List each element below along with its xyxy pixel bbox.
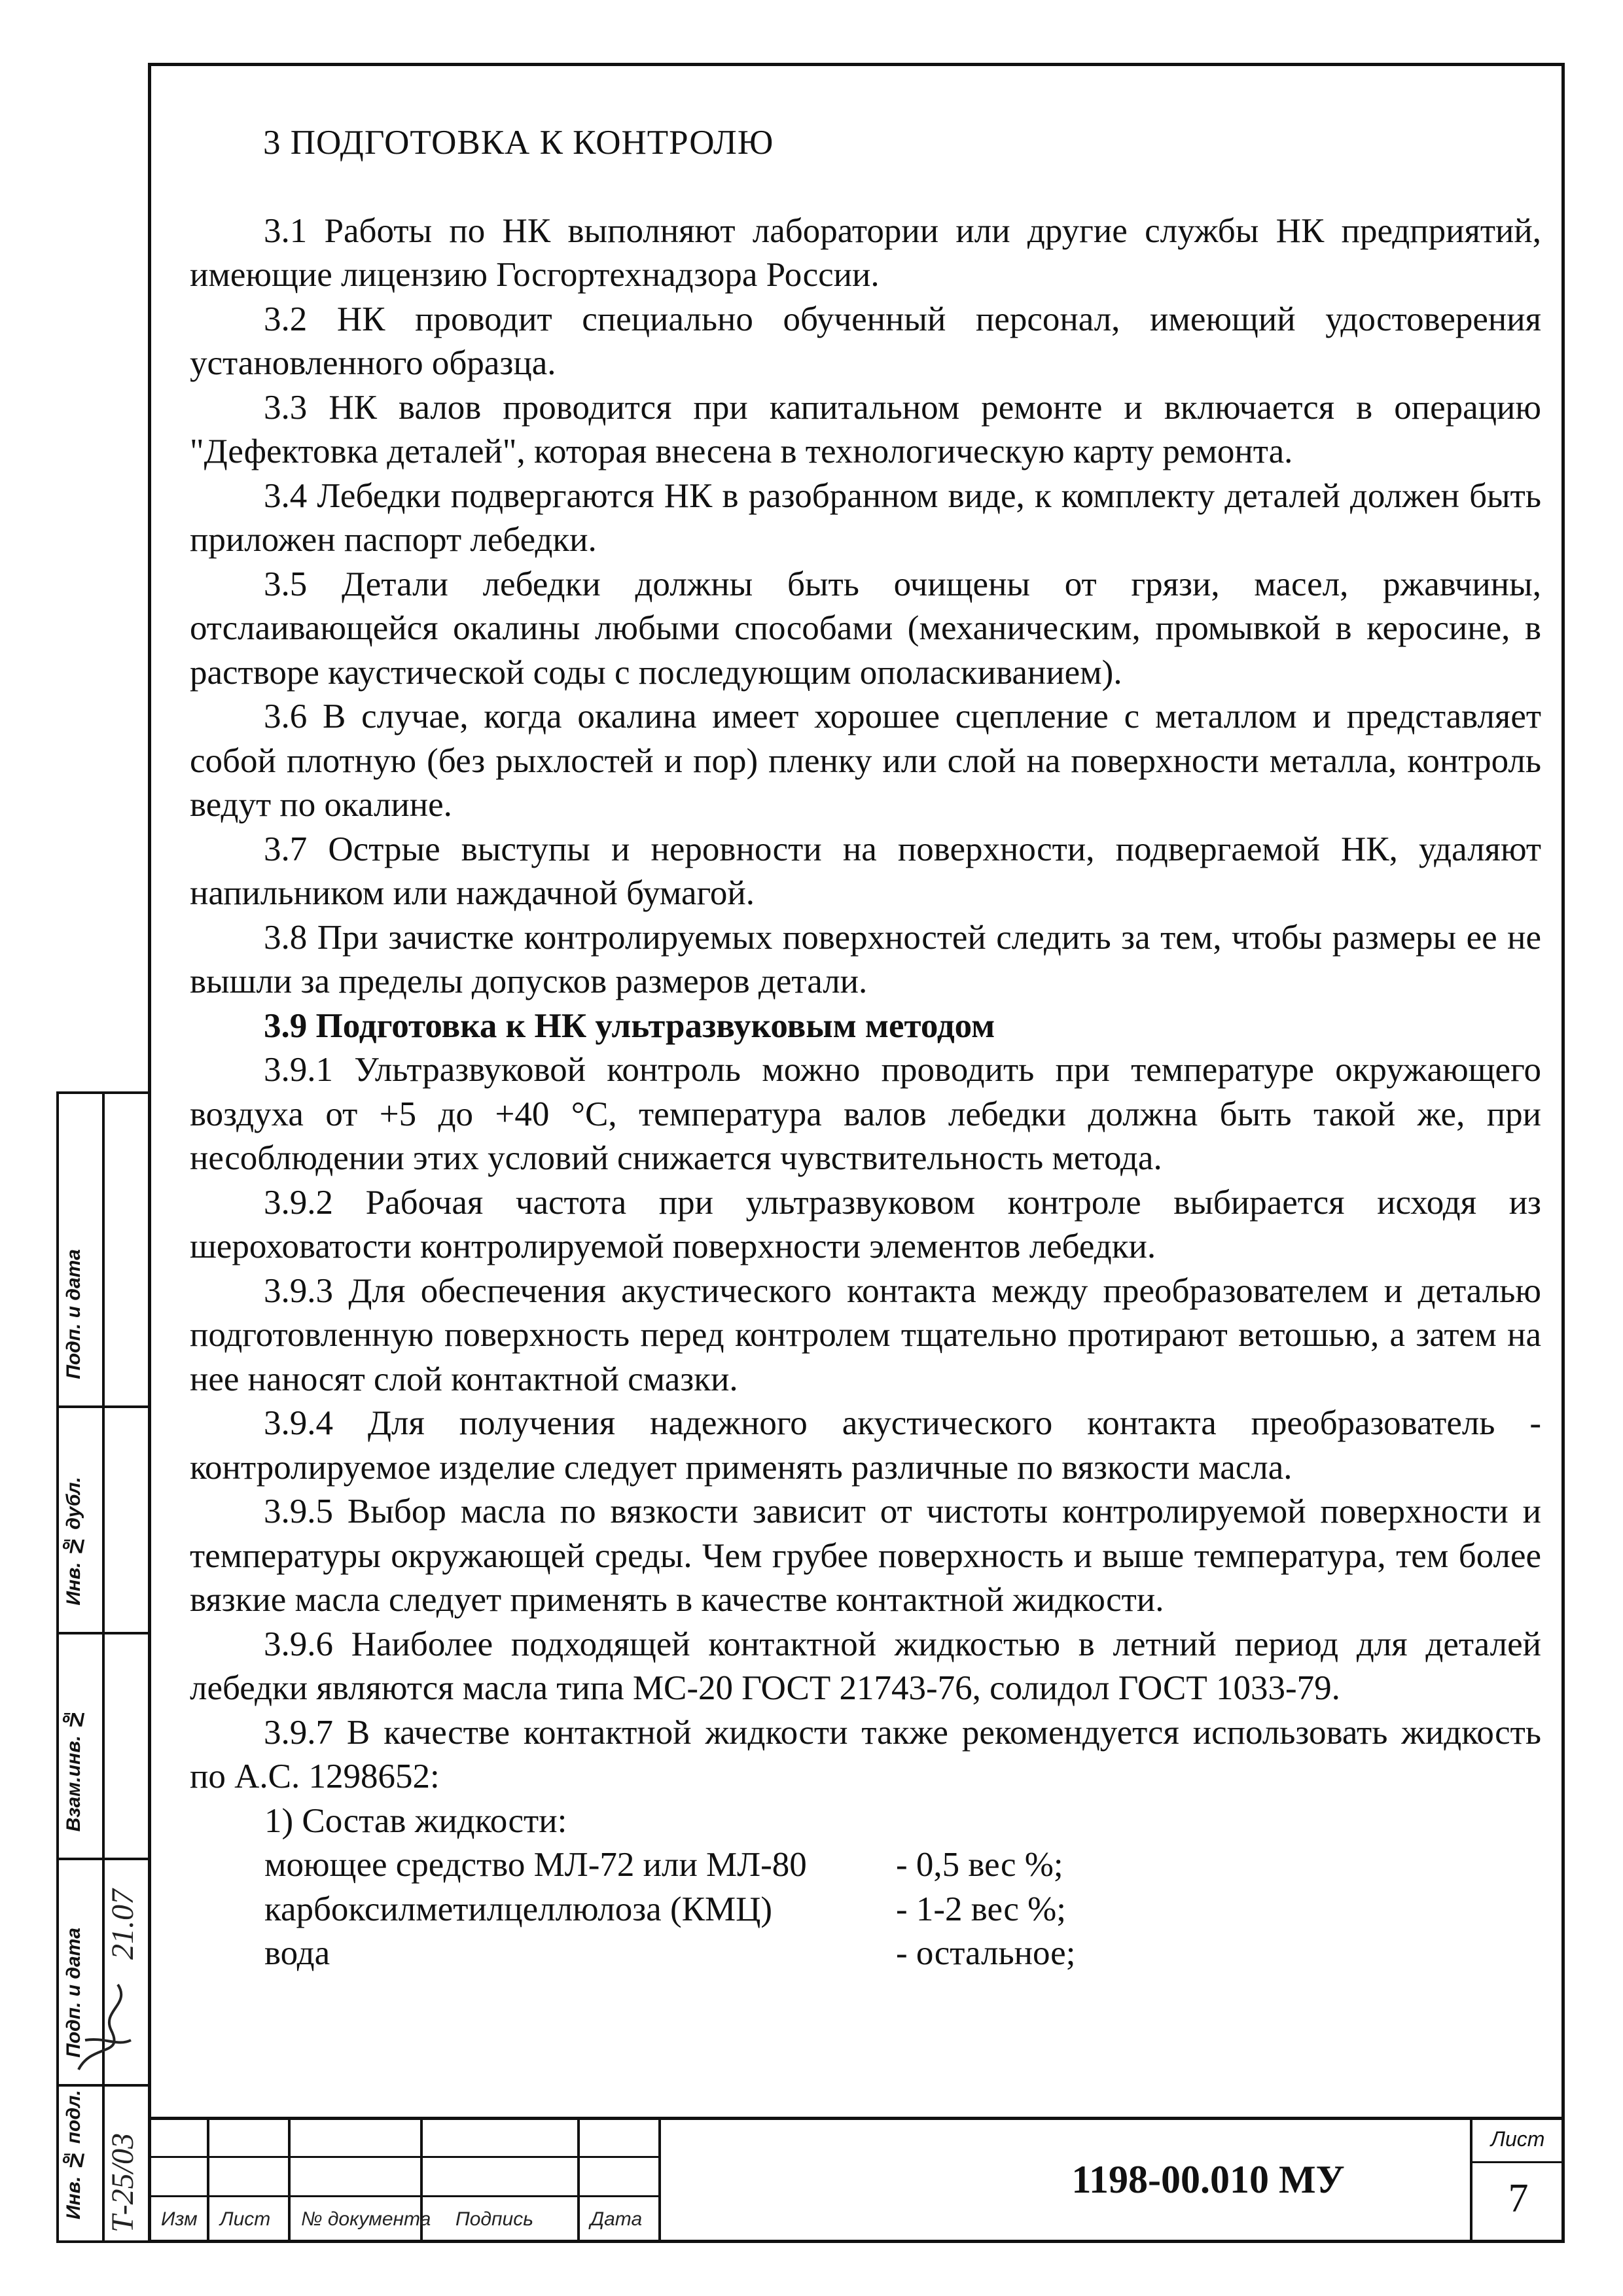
margin-label-sign-date: Подп. и дата [63,1249,84,1379]
margin-cell [59,2087,148,2246]
tb-header-change: Изм [161,2208,198,2230]
subsection-heading: 3.9 Подготовка к НК ультразвуковым методом [264,1006,995,1045]
composition-title: 1) Состав жидкости: [264,1801,567,1840]
paragraph: 3.3 НК валов проводится при капитальном ремонте и включается в операцию "Дефектовка деталей", которая внесена в технологическую карту ремонта. [190,388,1541,470]
tb-header-signature: Подпись [455,2208,533,2230]
paragraph: 3.7 Острые выступы и неровности на поверхности, подвергаемой НК, удаляют напильником или наждачной бумагой. [190,830,1541,912]
tb-header-date: Дата [590,2208,643,2230]
paragraph-list [190,209,1541,1799]
margin-label-replace-inv: Взам.инв. № [63,1708,84,1831]
tb-line [288,2117,291,2243]
paragraph: 3.9.6 Наиболее подходящей контактной жидкостью в летний период для деталей лебедки являются масла типа МС-20 ГОСТ 21743-76, солидол ГОСТ 1033-79. [190,1625,1541,1707]
paragraph: 3.6 В случае, когда окалина имеет хорошее сцепление с металлом и представляет собой плотную (без рыхлостей и пор) пленку или слой на поверхности металла, контроль ведут по окалине. [190,698,1541,824]
left-margin-stamp [56,1091,148,2243]
paragraph: 3.9.1 Ультразвуковой контроль можно проводить при температуре окружающего воздуха от +5 до +40 °С, температура валов лебедки должна быть такой же, при несоблюдении этих условий снижается чувствительность метода. [190,1051,1541,1177]
composition-table [190,1843,1541,1976]
tb-line [658,2117,661,2243]
component-amount: - 0,5 вес %; [896,1846,1063,1884]
margin-cell [59,1408,148,1634]
paragraph: 3.2 НК проводит специально обученный персонал, имеющий удостоверения установленного образца. [190,300,1541,382]
composition-row [264,1843,1541,1888]
tb-line [148,2156,658,2158]
handwritten-inv-number: Т-25/03 [105,2132,140,2233]
signature-scribble [65,1978,144,2076]
margin-cell [59,1634,148,1860]
composition-row [264,1888,1541,1932]
paragraph: 3.9.7 В качестве контактной жидкости также рекомендуется использовать жидкость по А.С. 1298652: [190,1713,1541,1795]
paragraph: 3.9.3 Для обеспечения акустического контакта между преобразователем и деталью подготовленную поверхность перед контролем тщательно протирают ветошью, а затем на нее наносят слой контактной смазки. [190,1271,1541,1398]
document-body [190,121,1541,1976]
margin-label-sign-date-2: Подп. и дата [63,1928,84,2058]
component-name: карбоксилметилцеллюлоза (КМЦ) [264,1890,773,1928]
tb-line [207,2117,209,2243]
margin-cell [59,1094,148,1408]
paragraph: 3.5 Детали лебедки должны быть очищены от грязи, масел, ржавчины, отслаивающейся окалины любыми способами (механическим, промывкой в керосине, в растворе каустической соды с последующим ополаскиванием). [190,565,1541,692]
sheet-label: Лист [1491,2127,1545,2151]
margin-label-orig-inv: Инв. № подл. [63,2089,84,2219]
title-block [148,2117,1565,2243]
paragraph: 3.8 При зачистке контролируемых поверхностей следить за тем, чтобы размеры ее не вышли за пределы допусков размеров детали. [190,918,1541,1000]
paragraph: 3.1 Работы по НК выполняют лаборатории или другие службы НК предприятий, имеющие лицензию Госгортехнадзора России. [190,211,1541,294]
sheet-number: 7 [1508,2176,1529,2221]
composition-row [264,1932,1541,1976]
tb-line [148,2195,658,2197]
tb-line [148,2117,1565,2120]
document-code: 1198-00.010 МУ [1071,2158,1345,2201]
paragraph: 3.9.5 Выбор масла по вязкости зависит от чистоты контролируемой поверхности и температуры окружающей среды. Чем грубее поверхность и выше температура, тем более вязкие масла следует применять в качестве контактной жидкости. [190,1492,1541,1619]
section-heading: 3 ПОДГОТОВКА К КОНТРОЛЮ [263,124,774,162]
component-amount: - 1-2 вес %; [896,1890,1067,1928]
tb-line [577,2117,580,2243]
tb-header-sheet: Лист [220,2208,271,2230]
margin-label-dup-inv: Инв. № дубл. [63,1477,84,1606]
paragraph: 3.4 Лебедки подвергаются НК в разобранном виде, к комплекту деталей должен быть приложен паспорт лебедки. [190,476,1541,559]
component-name: моющее средство МЛ-72 или МЛ-80 [264,1846,807,1884]
handwritten-date: 21.07 [105,1889,140,1960]
margin-cell [59,1860,148,2087]
component-name: вода [264,1934,330,1972]
component-amount: - остальное; [896,1934,1076,1972]
paragraph: 3.9.2 Рабочая частота при ультразвуковом контроле выбирается исходя из шероховатости контролируемой поверхности элементов лебедки. [190,1183,1541,1265]
paragraph: 3.9.4 Для получения надежного акустического контакта преобразователь - контролируемое изделие следует применять различные по вязкости масла. [190,1404,1541,1487]
tb-header-doc-number: № документа [301,2208,431,2230]
